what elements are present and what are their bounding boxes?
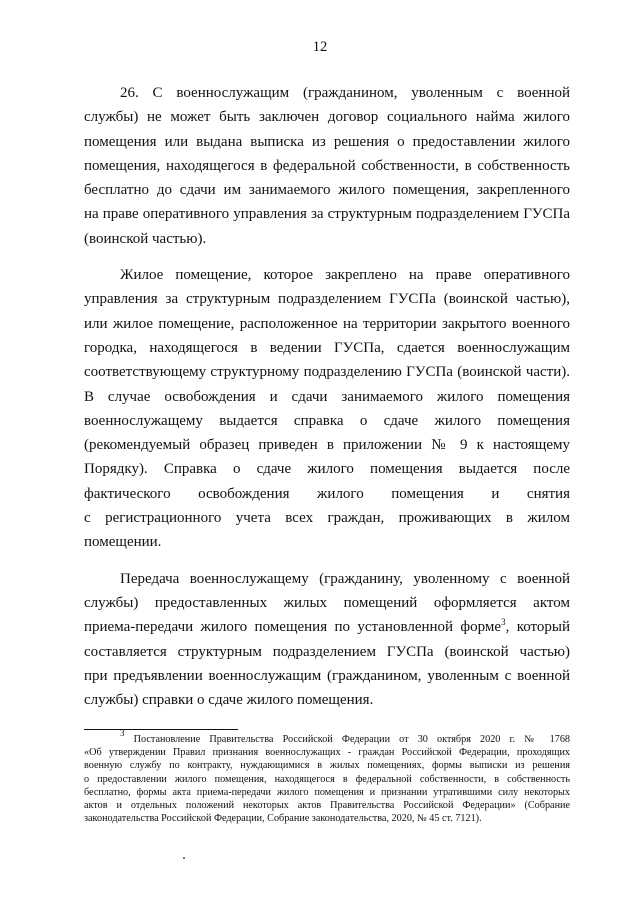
text-line: Порядку). Справка о сдаче жилого помещения выдается после [84, 461, 570, 478]
text-line: помещения или выдана выписка из решения о предоставлении жилого [84, 133, 570, 150]
footnote-line [84, 728, 571, 746]
footnote-3 [84, 728, 571, 825]
text-line: военнослужащему выдается справка о сдаче жилого помещения [84, 412, 570, 429]
text-line: городка, находящегося в ведении ГУСПа, сдается военнослужащим [84, 339, 570, 356]
paragraph-26 [84, 81, 570, 251]
text-line: 26. С военнослужащим (гражданином, уволенным с военной [120, 85, 570, 101]
footnote-line: бесплатно, формы акта приема-передачи жилого помещения и признании утратившими силу некоторых [84, 786, 570, 798]
text-line: соответствующему структурному подразделению ГУСПа (воинской части). [84, 364, 570, 381]
text-line: службы) справки о сдаче жилого помещения. [84, 692, 374, 709]
text-line: составляется структурным подразделением ГУСПа (воинской частью) [84, 643, 570, 660]
footnote-line: о предоставлении жилого помещения, находящегося в федеральной собственности, в собственность [84, 773, 570, 785]
text-line: помещении. [84, 534, 162, 551]
text-line: или жилое помещение, расположенное на территории закрытого военного [84, 315, 570, 332]
text-line: службы) предоставленных жилых помещений оформляется актом [84, 594, 570, 611]
text-line: помещения, находящегося в федеральной собственности, в собственность [84, 157, 570, 174]
scan-speck [183, 857, 185, 859]
text-line: В случае освобождения и сдачи занимаемого жилого помещения [84, 388, 570, 405]
document-body [84, 81, 570, 724]
footnote-marker: 3 [120, 728, 125, 738]
text-line: Жилое помещение, которое закреплено на праве оперативного [120, 267, 570, 284]
text-line: Передача военнослужащему (гражданину, уволенному с военной [120, 570, 570, 587]
text-fragment: Постановление Правительства Российской Федерации от 30 октября 2020 г. № 1768 [133, 734, 571, 745]
footnote-separator [84, 729, 238, 730]
text-line: фактического освобождения жилого помещения и снятия [84, 485, 570, 502]
footnote-line: актов и отдельных положений некоторых актов Правительства Российской Федерации» (Собрание [84, 800, 570, 812]
text-line: (воинской частью). [84, 230, 207, 247]
text-line: бесплатно до сдачи им занимаемого жилого помещения, закрепленного [84, 182, 570, 199]
page-number: 12 [312, 39, 328, 55]
text-line-with-footnote-ref [84, 615, 570, 639]
text-fragment: приема-передачи жилого помещения по установленной форме [84, 619, 502, 636]
text-line: на праве оперативного управления за структурным подразделением ГУСПа [84, 206, 570, 223]
footnote-line: законодательства Российской Федерации, Собрание законодательства, 2020, № 45 ст. 7121). [84, 813, 482, 825]
text-line: с регистрационного учета всех граждан, проживающих в жилом [84, 510, 570, 527]
footnote-line: «Об утверждении Правил признания военнослужащих - граждан Российской Федерации, проходящих [84, 747, 570, 759]
text-line: при предъявлении военнослужащим (гражданином, уволенным с военной [84, 667, 570, 684]
text-fragment: , который [505, 619, 571, 636]
paragraph-living-quarters [84, 263, 570, 555]
text-line: управления за структурным подразделением ГУСПа (воинской частью), [84, 291, 570, 308]
paragraph-transfer [84, 567, 570, 713]
text-line: службы) не может быть заключен договор социального найма жилого [84, 109, 570, 126]
footnote-reference[interactable]: 3 [501, 617, 506, 628]
footnote-line: военную службу по контракту, нуждающимися в жилых помещениях, формы выписки из решения [84, 760, 570, 772]
text-line: (рекомендуемый образец приведен в приложении № 9 к настоящему [84, 437, 570, 454]
